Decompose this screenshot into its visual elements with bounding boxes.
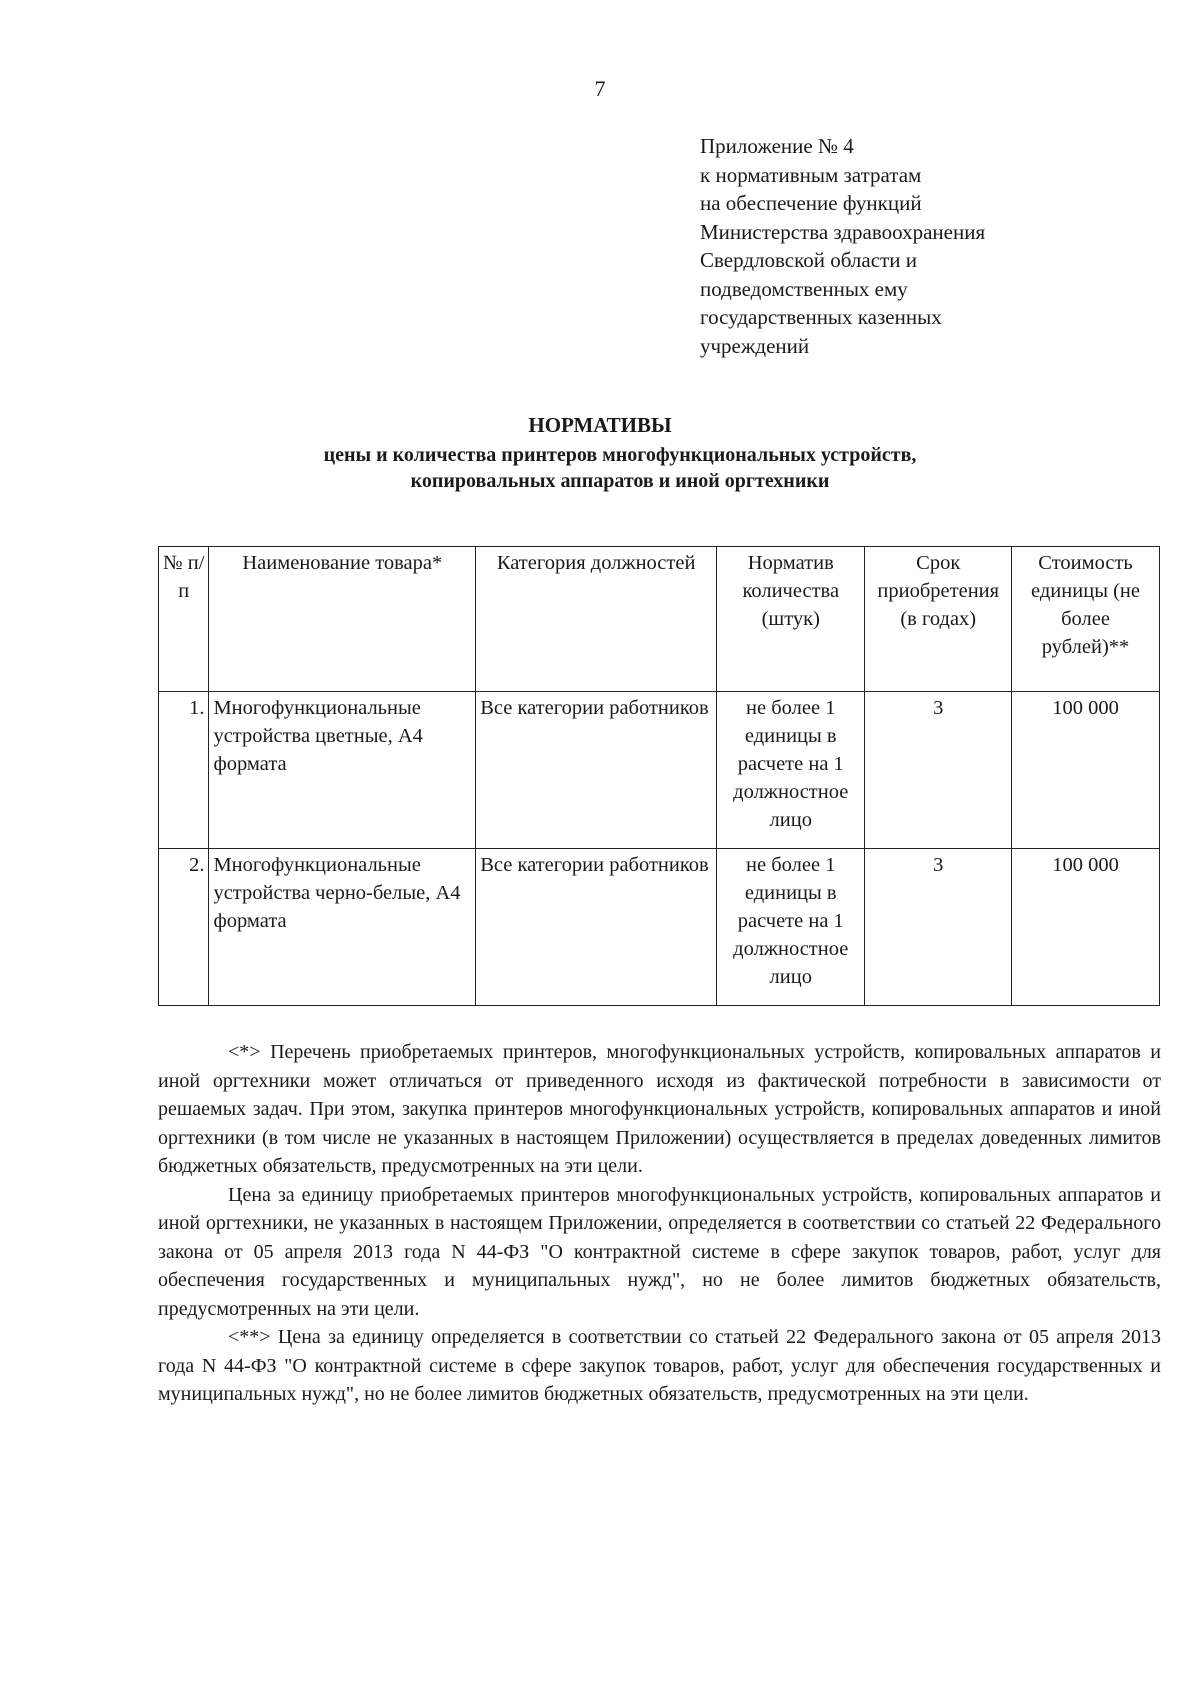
norms-table xyxy=(158,546,1160,1006)
cell-cost: 100 000 xyxy=(1012,849,1160,1006)
appendix-line: учреждений xyxy=(700,333,810,358)
table-row xyxy=(159,692,1160,849)
table-row xyxy=(159,849,1160,1006)
appendix-line: Министерства здравоохранения xyxy=(700,219,986,244)
document-subtitle-line-2: копировальных аппаратов и иной оргтехники xyxy=(410,470,830,492)
cell-term: 3 xyxy=(865,692,1012,849)
header-norm: Норматив количества (штук) xyxy=(717,547,865,692)
header-category: Категория должностей xyxy=(476,547,717,692)
cell-term: 3 xyxy=(865,849,1012,1006)
cell-cost: 100 000 xyxy=(1012,692,1160,849)
table-header-row xyxy=(159,547,1160,692)
cell-num: 2. xyxy=(159,849,209,1006)
cell-num: 1. xyxy=(159,692,209,849)
footnote-1: <*> Перечень приобретаемых принтеров, многофункциональных устройств, копировальных аппаратов и иной оргтехники может отличаться от приведенного исходя из фактической потребности в зависимости от решаемых задач. При этом, закупка принтеров многофункциональных устройств, копировальных аппаратов и иной оргтехники (в том числе не указанных в настоящем Приложении) осуществляется в пределах доведенных лимитов бюджетных обязательств, предусмотренных на эти цели. xyxy=(158,1041,1161,1177)
cell-norm: не более 1 единицы в расчете на 1 должностное лицо xyxy=(717,849,865,1006)
page-number: 7 xyxy=(594,76,606,101)
appendix-line: Свердловской области и xyxy=(700,248,917,272)
header-name: Наименование товара* xyxy=(209,547,476,692)
appendix-line: подведомственных ему xyxy=(700,276,908,301)
cell-category: Все категории работников xyxy=(476,692,717,849)
appendix-line: Приложение № 4 xyxy=(700,134,854,158)
document-subtitle-line-1: цены и количества принтеров многофункциональных устройств, xyxy=(323,444,917,466)
cell-name: Многофункциональные устройства черно-белые, А4 формата xyxy=(209,849,476,1006)
appendix-line: государственных казенных xyxy=(700,305,942,329)
header-cost: Стоимость единицы (не более рублей)** xyxy=(1012,547,1160,692)
footnotes xyxy=(158,1038,1161,1409)
cell-name: Многофункциональные устройства цветные, А4 формата xyxy=(209,692,476,849)
appendix-line: на обеспечение функций xyxy=(700,191,922,215)
cell-norm: не более 1 единицы в расчете на 1 должностное лицо xyxy=(717,692,865,849)
header-term: Срок приобретения (в годах) xyxy=(865,547,1012,692)
document-title: НОРМАТИВЫ xyxy=(528,413,672,437)
footnote-1-continued: Цена за единицу приобретаемых принтеров многофункциональных устройств, копировальных аппаратов и иной оргтехники, не указанных в настоящем Приложении, определяется в соответствии со статьей 22 Федерального закона от 05 апреля 2013 года N 44-ФЗ "О контрактной системе в сфере закупок товаров, работ, услуг для обеспечения государственных и муниципальных нужд", но не более лимитов бюджетных обязательств, предусмотренных на эти цели. xyxy=(158,1183,1161,1320)
cell-category: Все категории работников xyxy=(476,849,717,1006)
header-num: № п/п xyxy=(159,547,209,692)
appendix-line: к нормативным затратам xyxy=(700,162,922,187)
footnote-2: <**> Цена за единицу определяется в соответствии со статьей 22 Федерального закона от 05 апреля 2013 года N 44-ФЗ "О контрактной системе в сфере закупок товаров, работ, услуг для обеспечения государственных и муниципальных нужд", но не более лимитов бюджетных обязательств, предусмотренных на эти цели. xyxy=(158,1326,1161,1405)
appendix-block xyxy=(700,132,1100,360)
